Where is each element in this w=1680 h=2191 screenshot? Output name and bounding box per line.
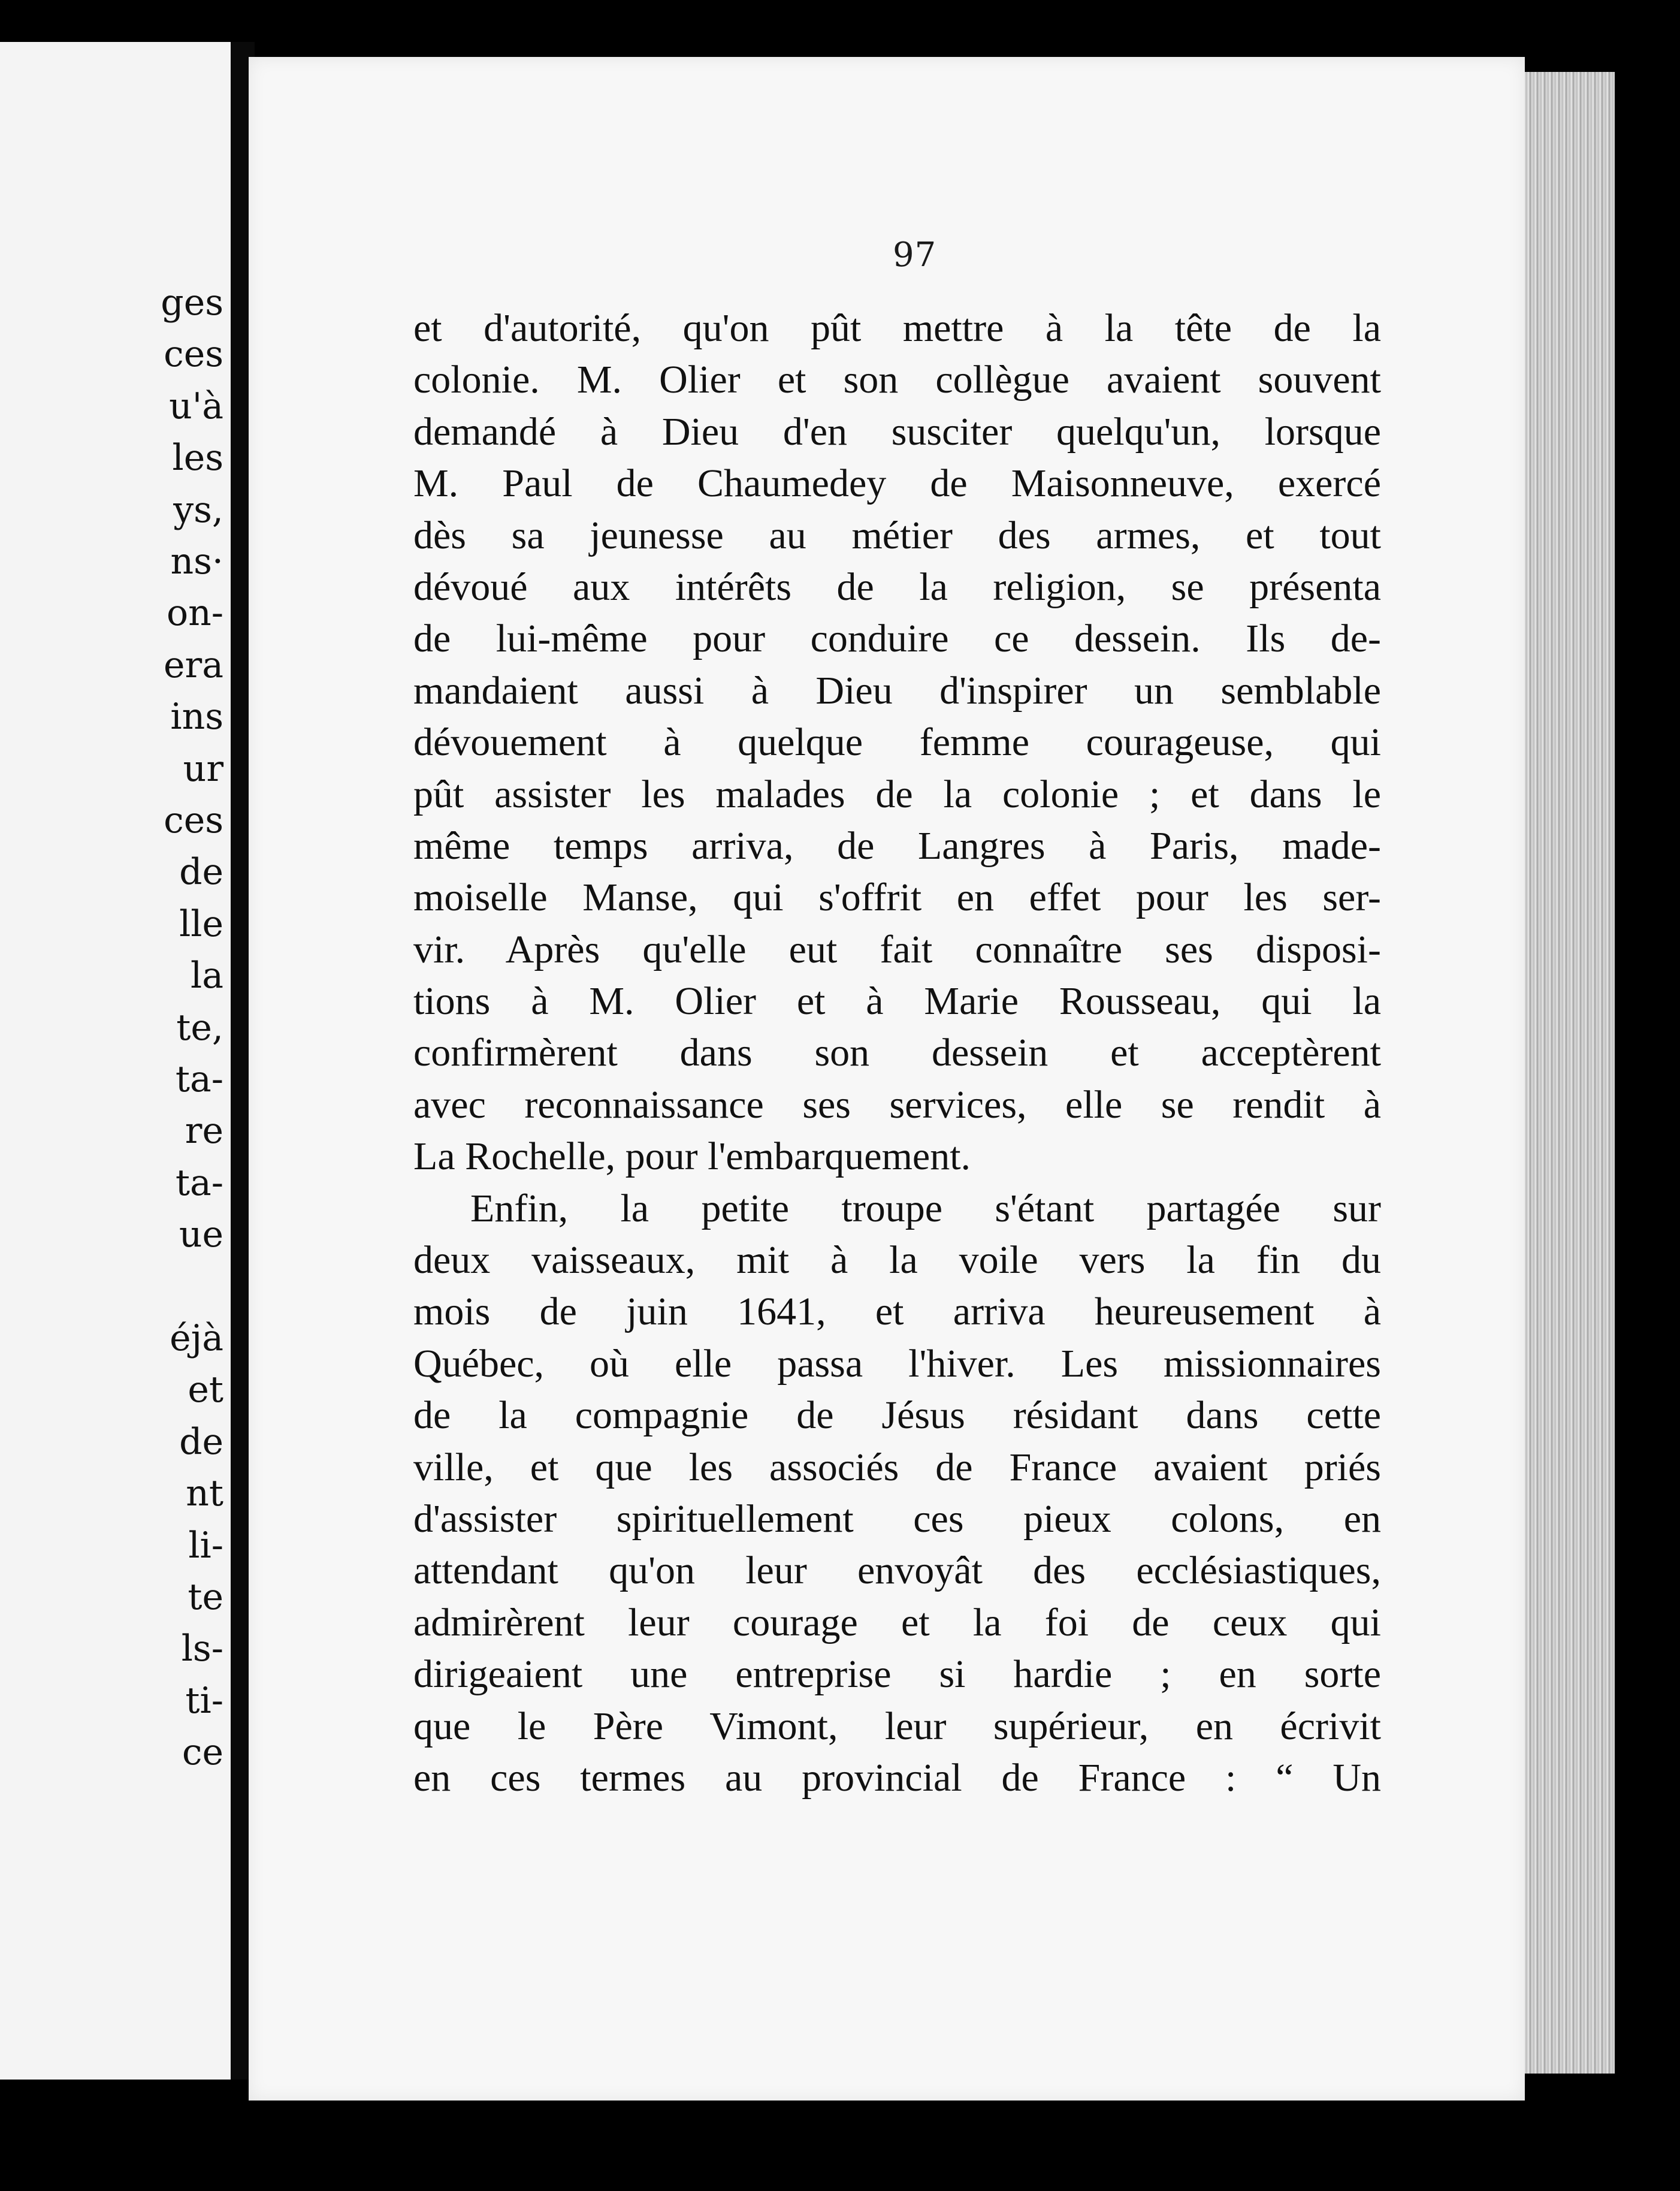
facing-page <box>0 42 231 2080</box>
facing-line-fragment: ns· <box>170 541 223 583</box>
facing-line-fragment: de <box>179 851 223 894</box>
facing-line-fragment: éjà <box>170 1317 223 1359</box>
facing-line-fragment: on- <box>166 592 223 635</box>
facing-line-fragment: ti- <box>185 1679 223 1722</box>
facing-line-fragment: ta- <box>175 1058 223 1100</box>
text-line: Québec, où elle passa l'hiver. Les missionnaires <box>413 1341 1381 1386</box>
facing-line-fragment: ce <box>182 1731 223 1774</box>
text-line: La Rochelle, pour l'embarquement. <box>413 1134 971 1179</box>
text-line: deux vaisseaux, mit à la voile vers la fin du <box>413 1238 1381 1282</box>
facing-line-fragment: lle <box>179 903 223 945</box>
text-line: d'assister spirituellement ces pieux colons, en <box>413 1496 1381 1541</box>
facing-line-fragment: ges <box>161 282 223 324</box>
text-line: tions à M. Olier et à Marie Rousseau, qui la <box>413 979 1381 1024</box>
text-line: vir. Après qu'elle eut fait connaître ses disposi- <box>413 927 1381 971</box>
text-line: ville, et que les associés de France avaient priés <box>413 1445 1381 1489</box>
page-number: 97 <box>893 236 937 274</box>
facing-line-fragment: u'à <box>169 385 223 427</box>
text-line: dès sa jeunesse au métier des armes, et tout <box>413 513 1381 557</box>
facing-line-fragment: ta- <box>175 1161 223 1204</box>
text-line: Enfin, la petite troupe s'étant partagée sur <box>470 1186 1381 1230</box>
text-line: mandaient aussi à Dieu d'inspirer un semblable <box>413 668 1381 713</box>
text-line: que le Père Vimont, leur supérieur, en écrivit <box>413 1704 1381 1748</box>
facing-line-fragment: ue <box>179 1214 223 1256</box>
text-line: de lui-même pour conduire ce dessein. Ils de- <box>413 617 1381 661</box>
text-line: attendant qu'on leur envoyât des ecclésiastiques, <box>413 1549 1381 1593</box>
text-line: de la compagnie de Jésus résidant dans cette <box>413 1393 1381 1438</box>
facing-line-fragment: ys, <box>173 488 223 531</box>
facing-line-fragment: te <box>188 1576 223 1618</box>
text-line: M. Paul de Chaumedey de Maisonneuve, exercé <box>413 461 1381 506</box>
facing-line-fragment: ces <box>164 799 223 841</box>
text-line: dirigeaient une entreprise si hardie ; en sorte <box>413 1652 1381 1697</box>
text-line: pût assister les malades de la colonie ; et dans le <box>413 772 1381 816</box>
facing-line-fragment: ins <box>170 696 223 738</box>
facing-line-fragment: ces <box>164 333 223 376</box>
facing-line-fragment: te, <box>176 1006 223 1049</box>
text-line: colonie. M. Olier et son collègue avaient souvent <box>413 358 1381 402</box>
text-line: moiselle Manse, qui s'offrit en effet pour les ser- <box>413 876 1381 920</box>
facing-line-fragment: li- <box>188 1524 223 1567</box>
text-line: dévoué aux intérêts de la religion, se présenta <box>413 565 1381 609</box>
facing-line-fragment: re <box>185 1110 223 1152</box>
facing-line-fragment: de <box>179 1420 223 1463</box>
text-line: admirèrent leur courage et la foi de ceux qui <box>413 1600 1381 1644</box>
facing-line-fragment: la <box>191 955 223 997</box>
body-text <box>413 303 1381 1804</box>
text-line: avec reconnaissance ses services, elle se rendit à <box>413 1082 1381 1127</box>
facing-line-fragment: era <box>164 644 223 686</box>
text-line: et d'autorité, qu'on pût mettre à la tête de la <box>413 306 1381 350</box>
text-line: même temps arriva, de Langres à Paris, made- <box>413 823 1381 868</box>
text-line: confirmèrent dans son dessein et acceptèrent <box>413 1031 1381 1075</box>
facing-line-fragment: ls- <box>181 1628 223 1670</box>
facing-line-fragment: ur <box>183 747 223 790</box>
text-line: dévouement à quelque femme courageuse, qui <box>413 720 1381 765</box>
facing-line-fragment: et <box>188 1369 223 1411</box>
page-edges <box>1525 72 1615 2074</box>
text-line: en ces termes au provincial de France : “ Un <box>413 1755 1381 1800</box>
facing-line-fragment: nt <box>186 1472 223 1515</box>
facing-line-fragment: les <box>172 437 223 479</box>
text-line: demandé à Dieu d'en susciter quelqu'un, lorsque <box>413 409 1381 454</box>
text-line: mois de juin 1641, et arriva heureusement à <box>413 1290 1381 1334</box>
